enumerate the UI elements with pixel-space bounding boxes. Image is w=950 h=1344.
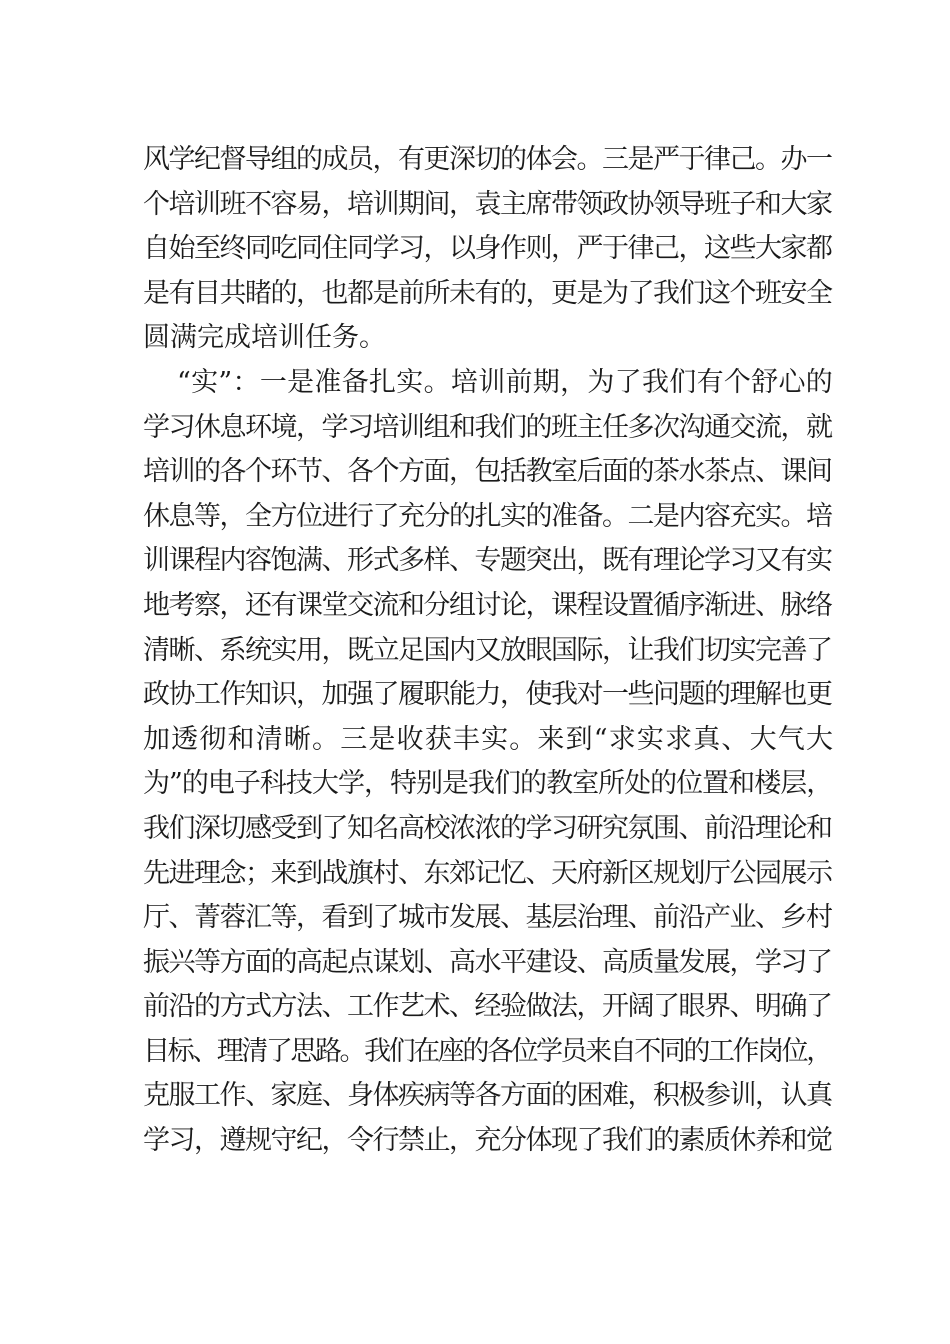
text-line: 政协工作知识，加强了履职能力，使我对一些问题的理解也更 (143, 679, 833, 711)
text-line: 学习，遵规守纪，令行禁止，充分体现了我们的素质休养和觉 (143, 1125, 833, 1157)
text-line: 个培训班不容易，培训期间，袁主席带领政协领导班子和大家 (143, 188, 833, 220)
text-line: 休息等，全方位进行了充分的扎实的准备。二是内容充实。培 (143, 500, 833, 532)
text-line: 圆满完成培训任务。 (143, 322, 386, 354)
text-line: 厅、菁蓉汇等，看到了城市发展、基层治理、前沿产业、乡村 (143, 902, 833, 934)
text-line: 风学纪督导组的成员，有更深切的体会。三是严于律己。办一 (143, 144, 833, 175)
text-line: 先进理念；来到战旗村、东郊记忆、天府新区规划厅公园展示 (143, 857, 833, 889)
body-text (143, 138, 833, 1164)
paragraph-first-line: “实”：一是准备扎实。培训前期，为了我们有个舒心的 (177, 366, 833, 398)
text-line: 是有目共睹的，也都是前所未有的，更是为了我们这个班安全 (143, 277, 833, 309)
text-line: 地考察，还有课堂交流和分组讨论，课程设置循序渐进、脉络 (143, 589, 833, 621)
text-line: 前沿的方式方法、工作艺术、经验做法，开阔了眼界、明确了 (143, 991, 833, 1023)
text-line: 清晰、系统实用，既立足国内又放眼国际，让我们切实完善了 (143, 634, 833, 666)
text-line: 为”的电子科技大学，特别是我们的教室所处的位置和楼层， (143, 768, 833, 800)
text-line: 目标、理清了思路。我们在座的各位学员来自不同的工作岗位， (143, 1035, 833, 1067)
text-line: 训课程内容饱满、形式多样、专题突出，既有理论学习又有实 (143, 545, 833, 577)
text-line: 我们深切感受到了知名高校浓浓的学习研究氛围、前沿理论和 (143, 812, 833, 844)
text-line: 加透彻和清晰。三是收获丰实。来到“求实求真、大气大 (143, 723, 833, 755)
text-line: 自始至终同吃同住同学习，以身作则，严于律己，这些大家都 (143, 233, 833, 265)
text-line: 培训的各个环节、各个方面，包括教室后面的茶水茶点、课间 (143, 456, 833, 488)
text-line: 克服工作、家庭、身体疾病等各方面的困难，积极参训，认真 (143, 1080, 833, 1112)
text-line: 学习休息环境，学习培训组和我们的班主任多次沟通交流，就 (143, 411, 833, 443)
text-line: 振兴等方面的高起点谋划、高水平建设、高质量发展，学习了 (143, 946, 833, 978)
